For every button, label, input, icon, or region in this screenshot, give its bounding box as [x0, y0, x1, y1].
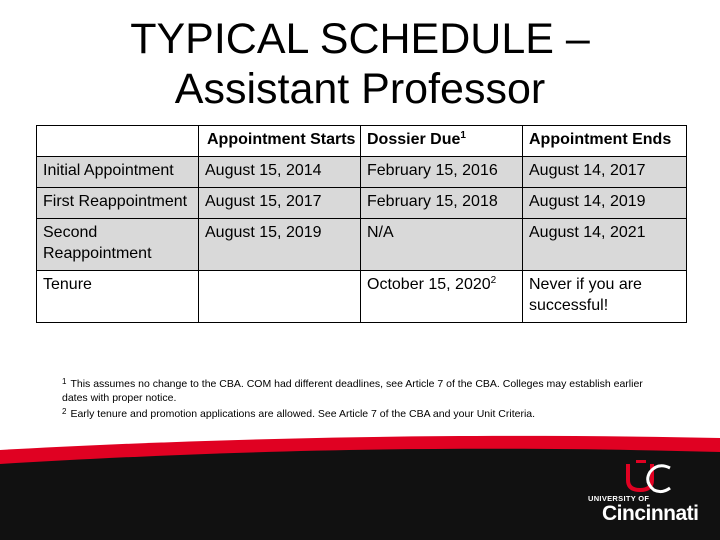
footnote-ref-2: 2	[490, 275, 497, 286]
logo-cincinnati: Cincinnati	[602, 502, 699, 525]
cell-starts: August 15, 2019	[199, 219, 361, 271]
table-row	[37, 219, 687, 271]
cell-starts: August 15, 2017	[199, 188, 361, 219]
footnote-2	[62, 405, 662, 421]
row-label: Tenure	[37, 271, 199, 323]
row-label: First Reappointment	[37, 188, 199, 219]
table-row	[37, 157, 687, 188]
footnote-1-mark: 1	[62, 377, 67, 386]
footnote-1-text: This assumes no change to the CBA. COM had different deadlines, see Article 7 of the CBA. Colleges may establish earlier dates with proper notice.	[62, 378, 643, 404]
header-appointment-starts: Appointment Starts	[199, 126, 361, 157]
cell-dossier: February 15, 2018	[361, 188, 523, 219]
header-cell-empty	[37, 126, 199, 157]
table-header-row	[37, 126, 687, 157]
footnote-1	[62, 375, 662, 405]
logo-university-of: UNIVERSITY OF	[588, 494, 650, 503]
cell-ends: Never if you are successful!	[523, 271, 687, 323]
university-logo	[588, 462, 708, 532]
uc-monogram-icon	[608, 460, 720, 494]
cell-ends: August 14, 2021	[523, 219, 687, 271]
row-label: Initial Appointment	[37, 157, 199, 188]
table-row	[37, 188, 687, 219]
title-line-2: Assistant Professor	[174, 65, 546, 113]
header-dossier-due	[361, 126, 523, 157]
header-appointment-ends: Appointment Ends	[523, 126, 687, 157]
header-dossier-due-label: Dossier Due	[367, 131, 461, 148]
cell-starts: August 15, 2014	[199, 157, 361, 188]
table-row	[37, 271, 687, 323]
cell-dossier: N/A	[361, 219, 523, 271]
row-label: Second Reappointment	[37, 219, 199, 271]
footnotes	[62, 375, 662, 421]
schedule-table	[36, 125, 687, 323]
cell-ends: August 14, 2017	[523, 157, 687, 188]
slide-title	[0, 14, 720, 114]
cell-starts	[199, 271, 361, 323]
footnote-ref-1: 1	[460, 130, 466, 141]
title-line-1: TYPICAL SCHEDULE –	[130, 15, 590, 63]
cell-dossier: February 15, 2016	[361, 157, 523, 188]
cell-dossier-value: October 15, 2020	[367, 276, 491, 293]
cell-ends: August 14, 2019	[523, 188, 687, 219]
footnote-2-text: Early tenure and promotion applications are allowed. See Article 7 of the CBA and your Unit Criteria.	[70, 408, 536, 420]
cell-dossier	[361, 271, 523, 323]
footnote-2-mark: 2	[62, 407, 67, 416]
